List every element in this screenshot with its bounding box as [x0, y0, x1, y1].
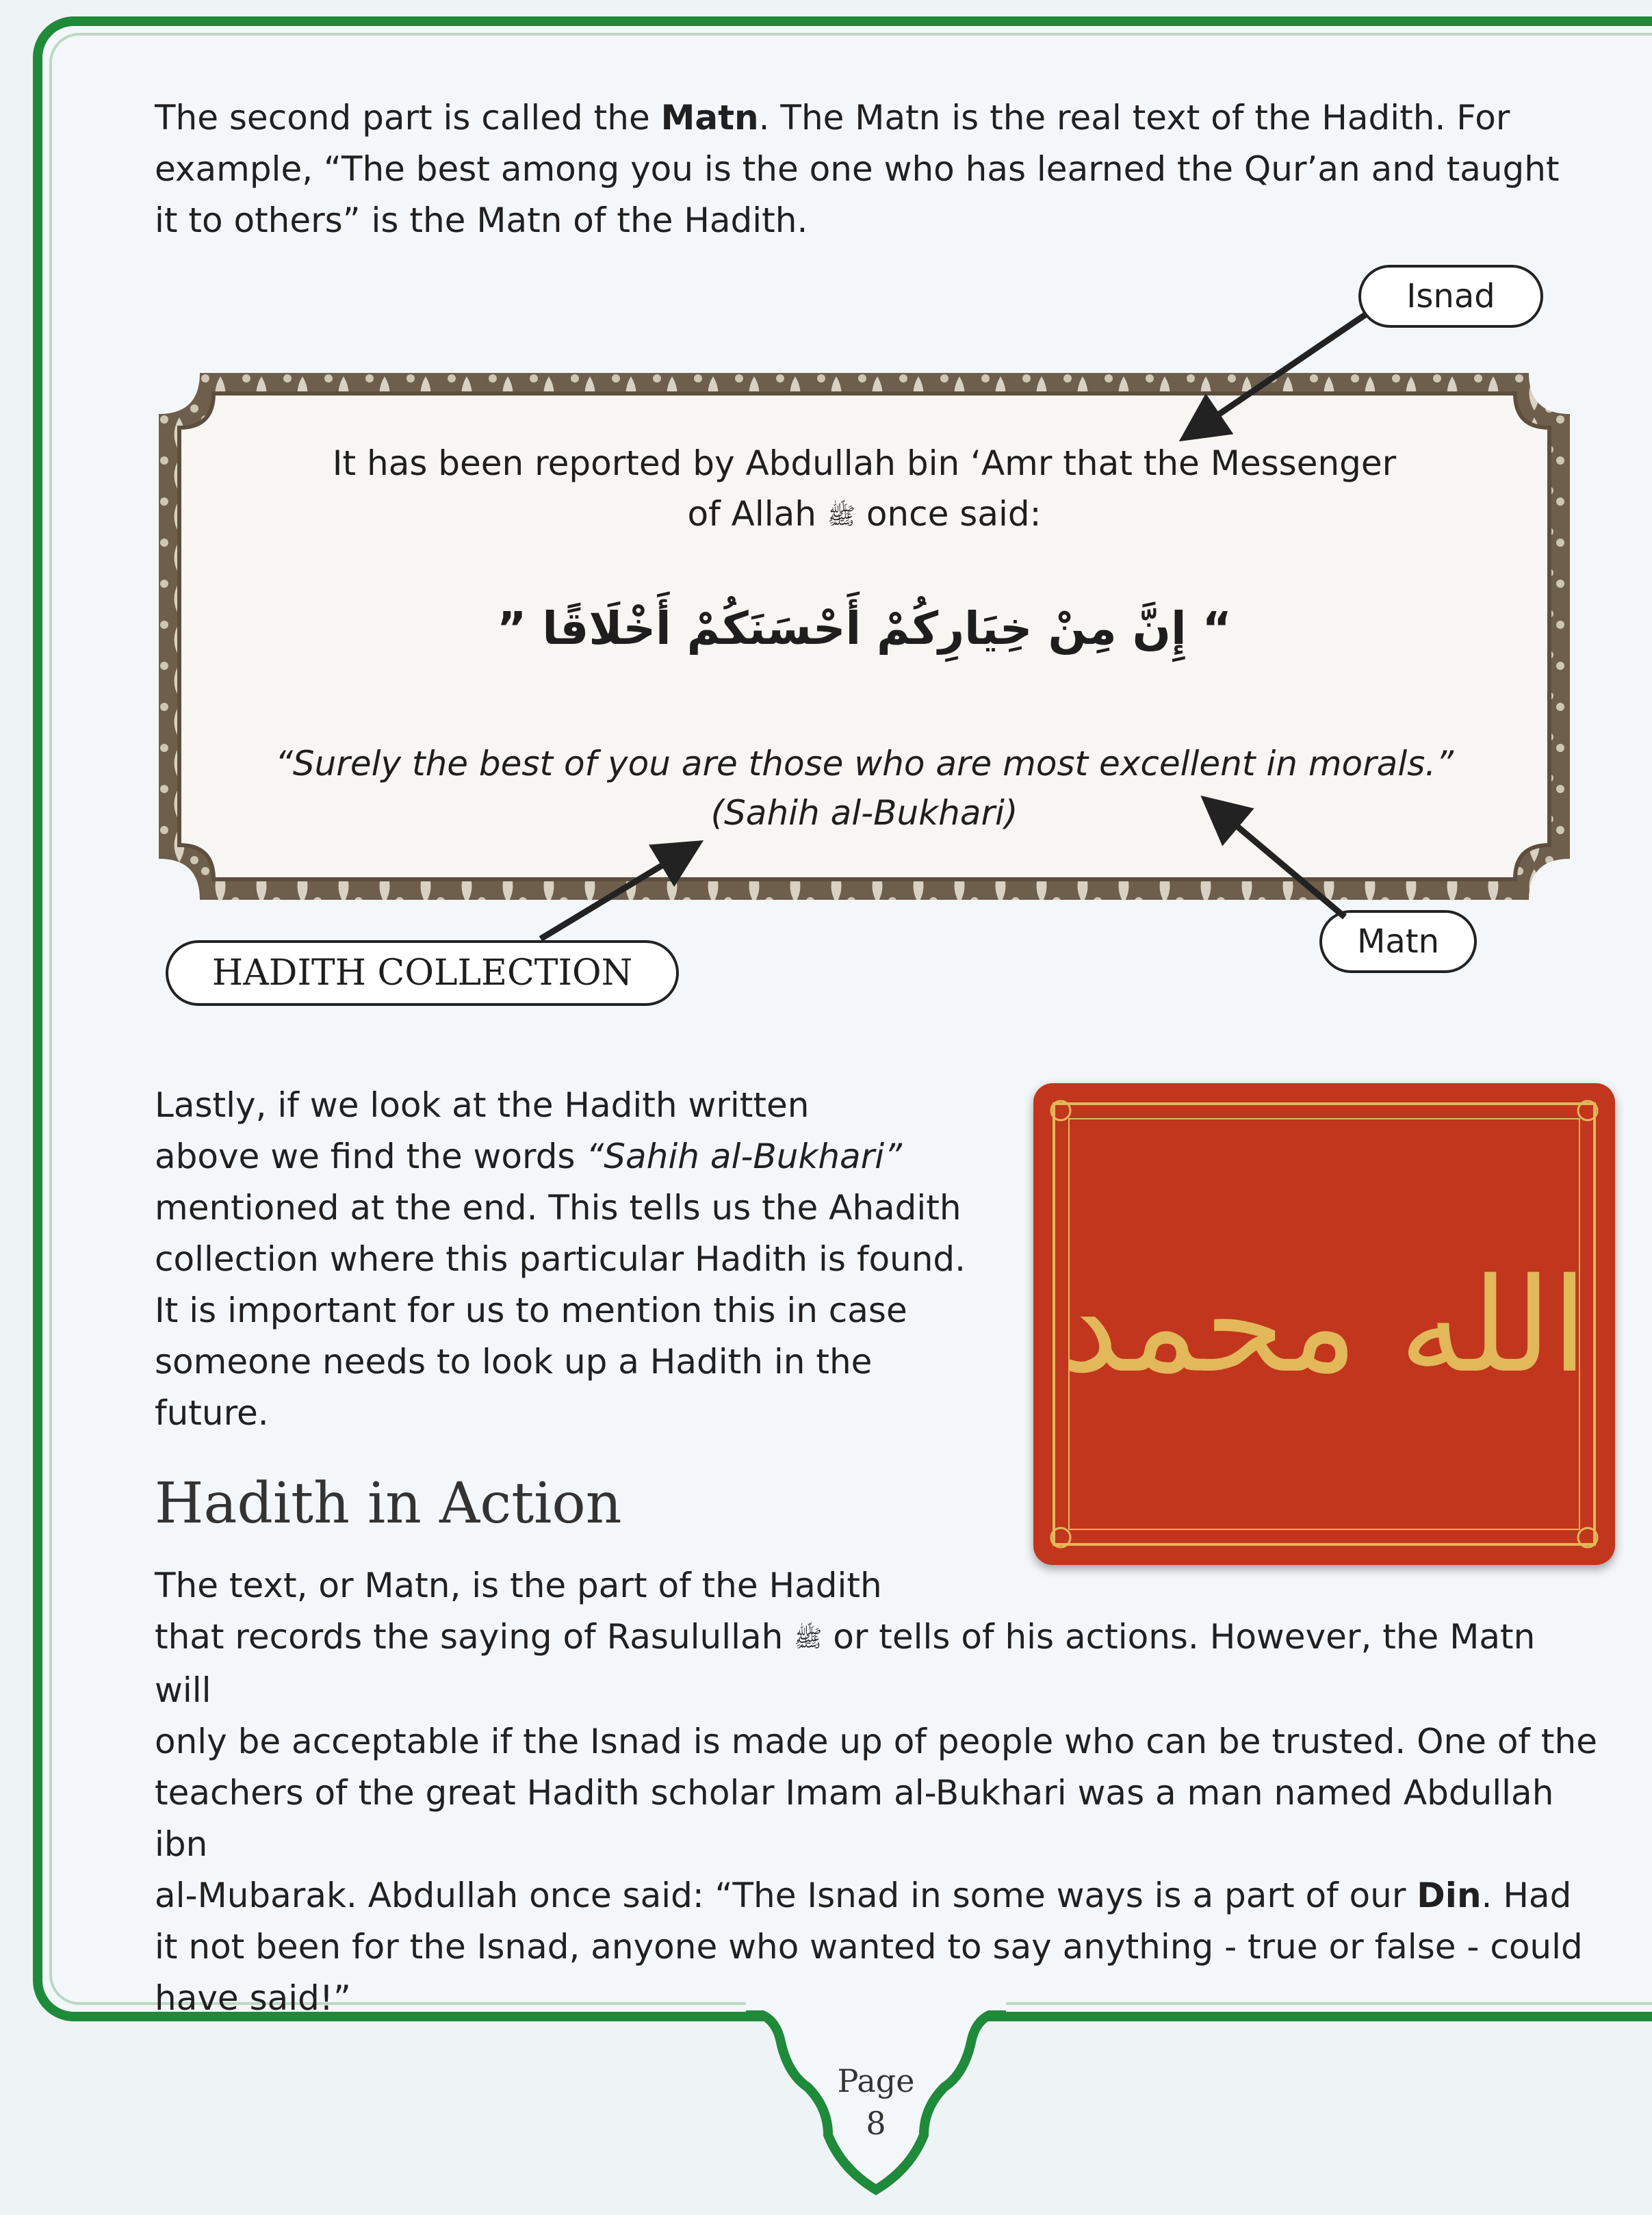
calligraphy-image — [1033, 1083, 1615, 1565]
matn-label: Matn — [1319, 910, 1477, 973]
isnad-label: Isnad — [1358, 265, 1543, 328]
calligraphy-text: الله محمد — [1061, 1250, 1588, 1401]
hadith-collection-label: HADITH COLLECTION — [166, 940, 679, 1006]
callout-arrows — [0, 0, 1652, 1095]
arabic-matn: “ إِنَّ مِنْ خِيَارِكُمْ أَحْسَنَكُمْ أَخْلَاقًا ” — [497, 602, 1232, 655]
intro-paragraph: The second part is called the Matn. The Matn is the real text of the Hadith. For example, “The best among you is the one who has learned the Qur’an and taught it to others” is the Matn of the Hadith. — [155, 98, 1560, 240]
salawat-symbol-icon: ﷺ — [794, 1625, 823, 1653]
action-paragraph: The text, or Matn, is the part of the Hadith that records the saying of Rasulullah ﷺ or tells of his actions. However, the Matn will only be acceptable if the Isnad is made up of people who can be trusted. One of the teachers of the great Hadith scholar Imam al-Bukhari was a man named Abdullah ibn al-Mubarak. Abdullah once said: “The Isnad in some ways is a part of our Din. Had it not been for the Isnad, anyone who wanted to say anything - true or false - could have said!” — [155, 1566, 1597, 2018]
salawat-symbol-icon: ﷺ — [827, 502, 855, 530]
isnad-text: It has been reported by Abdullah bin ‘Amr that the Messenger of Allah ﷺ once said: — [332, 443, 1397, 534]
collection-paragraph: Lastly, if we look at the Hadith written above we find the words “Sahih al-Bukhari” mentioned at the end. This tells us the Ahadith collection where this particular Hadith is found. It is important for us to mention this in case someone needs to look up a Hadith in the future. — [155, 1085, 966, 1433]
page-number: Page 8 — [837, 2062, 915, 2142]
matn-translation: “Surely the best of you are those who are most excellent in morals.” (Sahih al-Bukhari) — [274, 744, 1454, 833]
section-heading: Hadith in Action — [155, 1471, 622, 1536]
